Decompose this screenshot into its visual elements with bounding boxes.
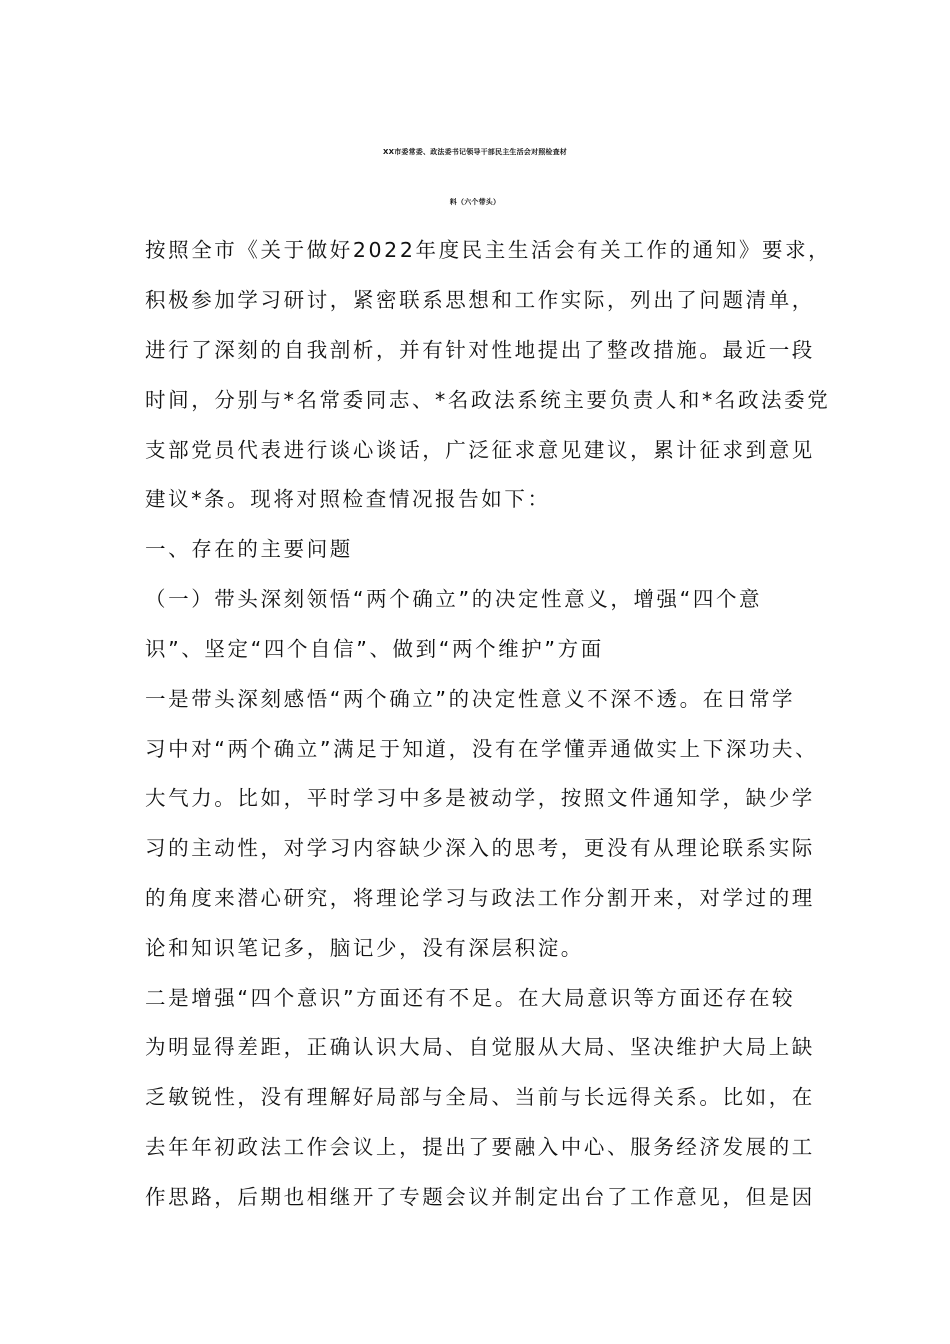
- body-line: 去年年初政法工作会议上，提出了要融入中心、服务经济发展的工: [145, 1135, 815, 1159]
- subsection-heading-line-2: 识”、坚定“四个自信”、做到“两个维护”方面: [145, 637, 604, 661]
- body-line: 乏敏锐性，没有理解好局部与全局、当前与长远得关系。比如，在: [145, 1085, 815, 1109]
- body-line: 积极参加学习研讨，紧密联系思想和工作实际，列出了问题清单，: [145, 288, 815, 312]
- body-line: 二是增强“四个意识”方面还有不足。在大局意识等方面还存在较: [145, 986, 796, 1010]
- body-line: 为明显得差距，正确认识大局、自觉服从大局、坚决维护大局上缺: [145, 1035, 815, 1059]
- body-line: 进行了深刻的自我剖析，并有针对性地提出了整改措施。最近一段: [145, 338, 815, 362]
- subsection-heading-line-1: （一）带头深刻领悟“两个确立”的决定性意义，增强“四个意: [145, 587, 763, 611]
- body-line: 论和知识笔记多，脑记少，没有深层积淀。: [145, 936, 584, 960]
- body-line: 一是带头深刻感悟“两个确立”的决定性意义不深不透。在日常学: [145, 687, 796, 711]
- body-line: 作思路，后期也相继开了专题会议并制定出台了工作意见，但是因: [145, 1185, 815, 1209]
- body-line: 习中对“两个确立”满足于知道，没有在学懂弄通做实上下深功夫、: [145, 737, 819, 761]
- body-line: 建议*条。现将对照检查情况报告如下：: [145, 487, 551, 511]
- document-title-line-2: 料（六个带头）: [449, 198, 501, 206]
- body-line: 习的主动性，对学习内容缺少深入的思考，更没有从理论联系实际: [145, 836, 815, 860]
- body-line: 的角度来潜心研究，将理论学习与政法工作分割开来，对学过的理: [145, 886, 815, 910]
- body-line: 按照全市《关于做好2022年度民主生活会有关工作的通知》要求，: [145, 238, 832, 262]
- document-title-line-1: XX市委常委、政法委书记领导干部民主生活会对照检查材: [383, 148, 567, 156]
- section-heading: 一、存在的主要问题: [145, 537, 353, 561]
- body-line: 大气力。比如，平时学习中多是被动学，按照文件通知学，缺少学: [145, 786, 815, 810]
- body-line: 支部党员代表进行谈心谈话，广泛征求意见建议，累计征求到意见: [145, 438, 815, 462]
- body-line: 时间，分别与*名常委同志、*名政法系统主要负责人和*名政法委党: [145, 388, 831, 412]
